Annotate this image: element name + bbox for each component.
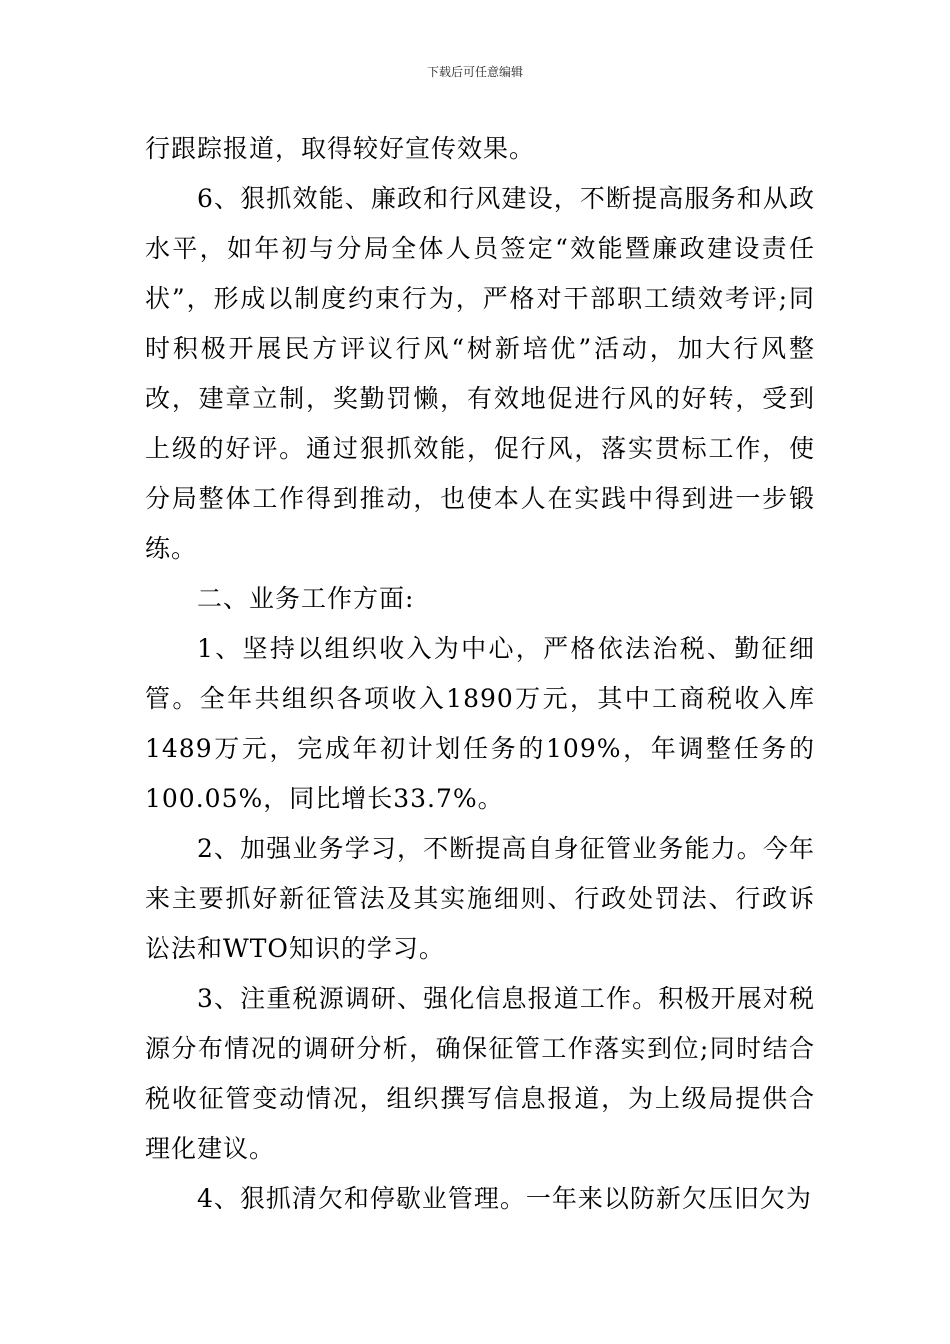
paragraph-item-1: 1、坚持以组织收入为中心，严格依法治税、勤征细管。全年共组织各项收入1890万元，其中工商税收入库1489万元，完成年初计划任务的109%，年调整任务的100.05%，同比增长33.7%。 bbox=[145, 634, 815, 813]
paragraph-item-3: 3、注重税源调研、强化信息报道工作。积极开展对税源分布情况的调研分析，确保征管工作落实到位;同时结合税收征管变动情况，组织撰写信息报道，为上级局提供合理化建议。 bbox=[145, 984, 815, 1163]
document-body bbox=[145, 124, 815, 1224]
paragraph-continuation: 行跟踪报道，取得较好宣传效果。 bbox=[145, 134, 536, 163]
page-header: 下载后可任意编辑 bbox=[426, 65, 523, 79]
paragraph-item-2: 2、加强业务学习，不断提高自身征管业务能力。今年来主要抓好新征管法及其实施细则、行政处罚法、行政诉讼法和WTO知识的学习。 bbox=[145, 834, 815, 963]
section-heading-business: 二、业务工作方面: bbox=[197, 584, 415, 613]
paragraph-item-6: 6、狠抓效能、廉政和行风建设，不断提高服务和从政水平，如年初与分局全体人员签定“效能暨廉政建设责任状”，形成以制度约束行为，严格对干部职工绩效考评;同时积极开展民方评议行风“树新培优”活动，加大行风整改，建章立制，奖勤罚懒，有效地促进行风的好转，受到上级的好评。通过狠抓效能，促行风，落实贯标工作，使分局整体工作得到推动，也使本人在实践中得到进一步锻练。 bbox=[145, 184, 815, 563]
paragraph-item-4: 4、狠抓清欠和停歇业管理。一年来以防新欠压旧欠为 bbox=[197, 1184, 812, 1213]
